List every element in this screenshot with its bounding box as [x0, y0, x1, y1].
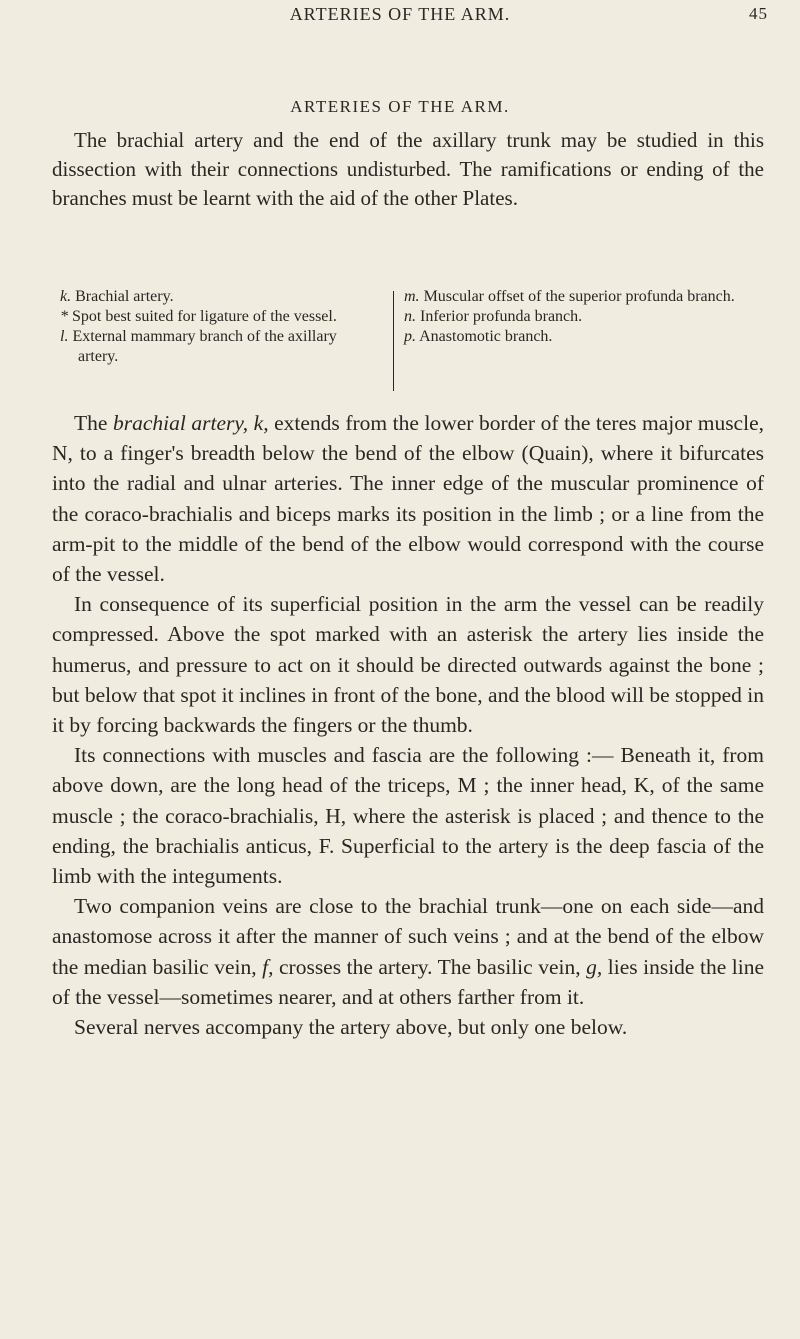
running-head: [0, 4, 800, 28]
legend-left-column: [60, 287, 378, 367]
legend-text: Anastomotic branch.: [419, 328, 553, 345]
legend-entry: [404, 307, 764, 327]
paragraph-nerves: Several nerves accompany the artery above, but only one below.: [74, 1015, 628, 1040]
italic-term: brachial artery, k,: [112, 411, 269, 435]
paragraph-connections: Its connections with muscles and fascia are the following :— Beneath it, from above down, are the long head of the triceps, M ; the inner head, K, of the same muscle ; the coraco-brachialis, H, where the asterisk is placed ; and thence to the ending, the brachialis anticus, F. Superficial to the artery is the deep fascia of the limb with the integuments.: [52, 743, 764, 889]
legend-letter: k.: [60, 288, 72, 305]
running-head-title: ARTERIES OF THE ARM.: [289, 4, 511, 24]
legend-text: Spot best suited for ligature of the vessel.: [72, 308, 337, 325]
intro-paragraph: [52, 126, 764, 213]
page-number: 45: [749, 4, 768, 23]
section-heading: ARTERIES OF THE ARM.: [290, 97, 510, 116]
plate-legend: [60, 287, 760, 393]
legend-letter: n.: [404, 308, 416, 325]
legend-text: Muscular offset of the superior profunda branch.: [423, 288, 735, 305]
legend-right-column: [404, 287, 764, 347]
legend-text: External mammary branch of the axillary artery.: [72, 328, 337, 365]
legend-letter: p.: [404, 328, 416, 345]
paragraph-text: crosses the artery. The basilic vein,: [273, 954, 587, 979]
paragraph-text: Two companion veins are close to the brachial trunk—one on each side—and anastomose across it after the manner of such veins ; and at the bend of the elbow the median basilic vein,: [52, 894, 764, 979]
paragraph-text: lies inside the line of the vessel—sometimes nearer, and at others farther from it.: [52, 954, 765, 1009]
legend-entry: [404, 287, 764, 307]
legend-entry: [60, 327, 378, 367]
legend-letter: m.: [404, 288, 420, 305]
legend-divider: [393, 291, 394, 391]
legend-letter: l.: [60, 328, 69, 345]
intro-text: The brachial artery and the end of the axillary trunk may be studied in this dissection with their connections undisturbed. The ramifications or ending of the branches must be learnt with the aid of the other Plates.: [52, 128, 764, 210]
italic-term: f,: [262, 954, 274, 979]
paragraph-text: The: [74, 411, 113, 435]
paragraph-brachial-artery: [52, 408, 764, 589]
legend-text: Brachial artery.: [75, 288, 174, 305]
paragraph-veins: [52, 891, 764, 1012]
paragraph-compression: In consequence of its superficial position in the arm the vessel can be readily compressed. Above the spot marked with an asterisk the artery lies inside the humerus, and pressure to act on it should be directed outwards against the bone ; but below that spot it inclines in front of the bone, and the blood will be stopped in it by forcing backwards the fingers or the thumb.: [52, 592, 764, 738]
legend-entry: [60, 307, 378, 327]
body-text: [52, 408, 764, 1042]
legend-entry: [404, 327, 764, 347]
italic-term: g,: [586, 954, 603, 979]
legend-letter: *: [60, 308, 68, 325]
legend-text: Inferior profunda branch.: [420, 308, 583, 325]
legend-entry: [60, 287, 378, 307]
paragraph-text: extends from the lower border of the teres major muscle, N, to a finger's breadth below the bend of the elbow (Quain), where it bifurcates into the radial and ulnar arteries. The inner edge of the muscular prominence of the coraco-brachialis and biceps marks its position in the limb ; or a line from the arm-pit to the middle of the bend of the elbow would correspond with the course of the vessel.: [52, 411, 764, 587]
